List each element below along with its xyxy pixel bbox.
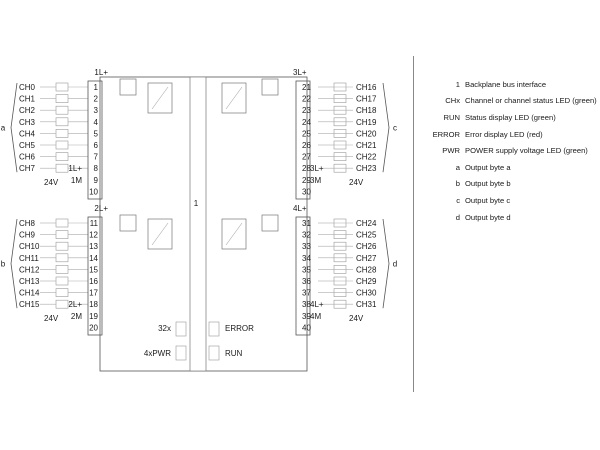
terminal-number: 4 bbox=[93, 117, 98, 127]
terminal-number: 2 bbox=[93, 94, 98, 104]
channel-led bbox=[56, 83, 68, 91]
led-pwr bbox=[176, 346, 186, 360]
terminal-number: 25 bbox=[302, 129, 311, 139]
bracket bbox=[11, 83, 17, 172]
legend-row bbox=[418, 76, 598, 93]
legend-key: d bbox=[455, 212, 460, 222]
supply-box bbox=[120, 215, 136, 231]
legend-description: Backplane bus interface bbox=[465, 79, 547, 89]
group-right-top bbox=[222, 68, 397, 199]
channel-label: CH29 bbox=[356, 277, 377, 286]
terminal-number: 14 bbox=[89, 253, 98, 263]
terminal-number: 21 bbox=[302, 83, 311, 92]
pin8-label: 1L+ bbox=[68, 164, 82, 174]
terminal-number: 8 bbox=[93, 164, 98, 174]
terminal-number: 16 bbox=[89, 277, 98, 286]
channel-led bbox=[56, 300, 68, 308]
pin8-label: 2L+ bbox=[68, 300, 82, 310]
legend-description: POWER supply voltage LED (green) bbox=[465, 146, 588, 156]
voltage-label: 24V bbox=[44, 313, 59, 323]
pin8-label: 4L+ bbox=[310, 300, 324, 310]
terminal-number: 6 bbox=[93, 141, 98, 150]
terminal-number: 19 bbox=[89, 311, 98, 321]
supply-label: 3L+ bbox=[293, 68, 307, 77]
label-run: RUN bbox=[225, 349, 243, 358]
channel-label: CH12 bbox=[19, 265, 40, 275]
channel-led bbox=[56, 141, 68, 149]
bracket bbox=[383, 83, 389, 172]
terminal-number: 37 bbox=[302, 288, 311, 298]
channel-led bbox=[56, 118, 68, 126]
byte-label: c bbox=[393, 123, 397, 133]
legend-row bbox=[418, 192, 598, 209]
legend-row bbox=[418, 159, 598, 176]
supply-box bbox=[262, 215, 278, 231]
channel-label: CH22 bbox=[356, 152, 377, 162]
byte-label: b bbox=[0, 259, 6, 269]
byte-label: d bbox=[392, 259, 398, 269]
terminal-number: 5 bbox=[93, 129, 98, 139]
terminal-number: 34 bbox=[302, 253, 311, 263]
channel-label: CH27 bbox=[356, 253, 377, 263]
channel-label: CH14 bbox=[19, 288, 40, 298]
terminal-number: 31 bbox=[302, 219, 311, 228]
pin8-label: 3L+ bbox=[310, 164, 324, 174]
legend-row bbox=[418, 209, 598, 226]
terminal-number: 7 bbox=[93, 152, 98, 162]
bus-label: 1 bbox=[193, 199, 199, 208]
channel-led bbox=[56, 95, 68, 103]
legend-row bbox=[418, 109, 598, 126]
legend-description: Status display LED (green) bbox=[465, 112, 556, 122]
channel-label: CH3 bbox=[19, 117, 36, 127]
supply-box bbox=[120, 79, 136, 95]
channel-led bbox=[56, 164, 68, 172]
legend-description: Output byte a bbox=[465, 162, 511, 172]
legend-row bbox=[418, 126, 598, 143]
legend-description: Output byte c bbox=[465, 195, 511, 205]
channel-label: CH18 bbox=[356, 106, 377, 116]
channel-label: CH2 bbox=[19, 106, 36, 116]
channel-label: CH19 bbox=[356, 117, 377, 127]
led-error bbox=[209, 322, 219, 336]
channel-label: CH30 bbox=[356, 288, 377, 298]
channel-led bbox=[56, 289, 68, 297]
legend-key: a bbox=[455, 162, 460, 172]
terminal-number: 22 bbox=[302, 94, 311, 104]
legend-description: Output byte d bbox=[465, 212, 511, 222]
channel-led bbox=[56, 129, 68, 137]
channel-label: CH4 bbox=[19, 129, 36, 139]
pin9-label: 2M bbox=[70, 311, 82, 321]
terminal-number: 3 bbox=[93, 106, 98, 116]
terminal-number: 40 bbox=[302, 323, 311, 333]
legend-description: Output byte b bbox=[465, 179, 511, 189]
channel-label: CH21 bbox=[356, 141, 377, 150]
terminal-number: 24 bbox=[302, 117, 311, 127]
terminal-number: 38 bbox=[302, 300, 311, 310]
terminal-number: 39 bbox=[302, 311, 311, 321]
channel-label: CH5 bbox=[19, 141, 36, 150]
label-32x: 32x bbox=[158, 324, 171, 333]
legend-row bbox=[418, 176, 598, 193]
label-pwr: 4xPWR bbox=[143, 349, 171, 358]
backplane-bus bbox=[190, 77, 206, 371]
terminal-number: 11 bbox=[89, 219, 98, 228]
channel-led bbox=[56, 231, 68, 239]
byte-label: a bbox=[0, 123, 6, 133]
terminal-number: 33 bbox=[302, 242, 311, 252]
channel-label: CH26 bbox=[356, 242, 377, 252]
terminal-number: 17 bbox=[89, 288, 98, 298]
legend-description: Error display LED (red) bbox=[465, 129, 543, 139]
terminal-number: 10 bbox=[89, 187, 98, 197]
channel-led bbox=[56, 242, 68, 250]
group-left-bottom bbox=[1, 204, 172, 335]
legend-key: ERROR bbox=[432, 129, 460, 139]
channel-label: CH20 bbox=[356, 129, 377, 139]
group-left-top bbox=[1, 68, 172, 199]
legend-key: CHx bbox=[445, 96, 460, 106]
channel-label: CH7 bbox=[19, 164, 36, 174]
channel-label: CH15 bbox=[19, 300, 40, 310]
channel-led bbox=[56, 277, 68, 285]
supply-label: 4L+ bbox=[293, 204, 307, 213]
legend-key: RUN bbox=[443, 112, 460, 122]
label-error: ERROR bbox=[225, 324, 254, 333]
led-run bbox=[209, 346, 219, 360]
terminal-number: 23 bbox=[302, 106, 311, 116]
terminal-number: 26 bbox=[302, 141, 311, 150]
channel-led bbox=[56, 153, 68, 161]
legend-description: Channel or channel status LED (green) bbox=[465, 96, 597, 106]
voltage-label: 24V bbox=[44, 177, 59, 187]
legend-row bbox=[418, 93, 598, 110]
terminal-number: 36 bbox=[302, 277, 311, 286]
terminal-number: 1 bbox=[93, 83, 98, 92]
terminal-number: 9 bbox=[93, 175, 98, 185]
supply-label: 1L+ bbox=[94, 68, 108, 77]
channel-label: CH1 bbox=[19, 94, 36, 104]
channel-label: CH28 bbox=[356, 265, 377, 275]
voltage-label: 24V bbox=[349, 177, 364, 187]
legend-key: 1 bbox=[455, 79, 460, 89]
channel-label: CH25 bbox=[356, 230, 377, 240]
pin9-label: 1M bbox=[70, 175, 82, 185]
legend-key: c bbox=[456, 195, 460, 205]
channel-label: CH24 bbox=[356, 219, 377, 228]
terminal-number: 35 bbox=[302, 265, 311, 275]
group-right-bottom bbox=[222, 204, 397, 335]
bracket bbox=[383, 219, 389, 308]
supply-box bbox=[262, 79, 278, 95]
terminal-number: 15 bbox=[89, 265, 98, 275]
channel-led bbox=[56, 106, 68, 114]
terminal-number: 18 bbox=[89, 300, 98, 310]
terminal-number: 30 bbox=[302, 187, 311, 197]
supply-label: 2L+ bbox=[94, 204, 108, 213]
terminal-number: 13 bbox=[89, 242, 98, 252]
channel-label: CH9 bbox=[19, 230, 36, 240]
legend-key: b bbox=[455, 179, 460, 189]
channel-label: CH0 bbox=[19, 83, 36, 92]
bracket bbox=[11, 219, 17, 308]
terminal-number: 12 bbox=[89, 230, 98, 240]
legend bbox=[418, 76, 598, 225]
terminal-number: 32 bbox=[302, 230, 311, 240]
pin9-label: 3M bbox=[310, 175, 322, 185]
legend-divider bbox=[413, 56, 414, 392]
channel-label: CH23 bbox=[356, 164, 377, 174]
channel-label: CH16 bbox=[356, 83, 377, 92]
channel-label: CH17 bbox=[356, 94, 377, 104]
channel-led bbox=[56, 254, 68, 262]
channel-label: CH31 bbox=[356, 300, 377, 310]
led-32x bbox=[176, 322, 186, 336]
channel-led bbox=[56, 265, 68, 273]
terminal-number: 27 bbox=[302, 152, 311, 162]
pin9-label: 4M bbox=[310, 311, 322, 321]
legend-row bbox=[418, 142, 598, 159]
channel-label: CH13 bbox=[19, 277, 40, 286]
legend-key: PWR bbox=[442, 146, 460, 156]
channel-label: CH6 bbox=[19, 152, 36, 162]
channel-label: CH11 bbox=[19, 253, 39, 263]
terminal-number: 20 bbox=[89, 323, 98, 333]
channel-led bbox=[56, 219, 68, 227]
terminal-number: 29 bbox=[302, 175, 311, 185]
channel-label: CH8 bbox=[19, 219, 36, 228]
terminal-number: 28 bbox=[302, 164, 311, 174]
channel-label: CH10 bbox=[19, 242, 40, 252]
voltage-label: 24V bbox=[349, 313, 364, 323]
